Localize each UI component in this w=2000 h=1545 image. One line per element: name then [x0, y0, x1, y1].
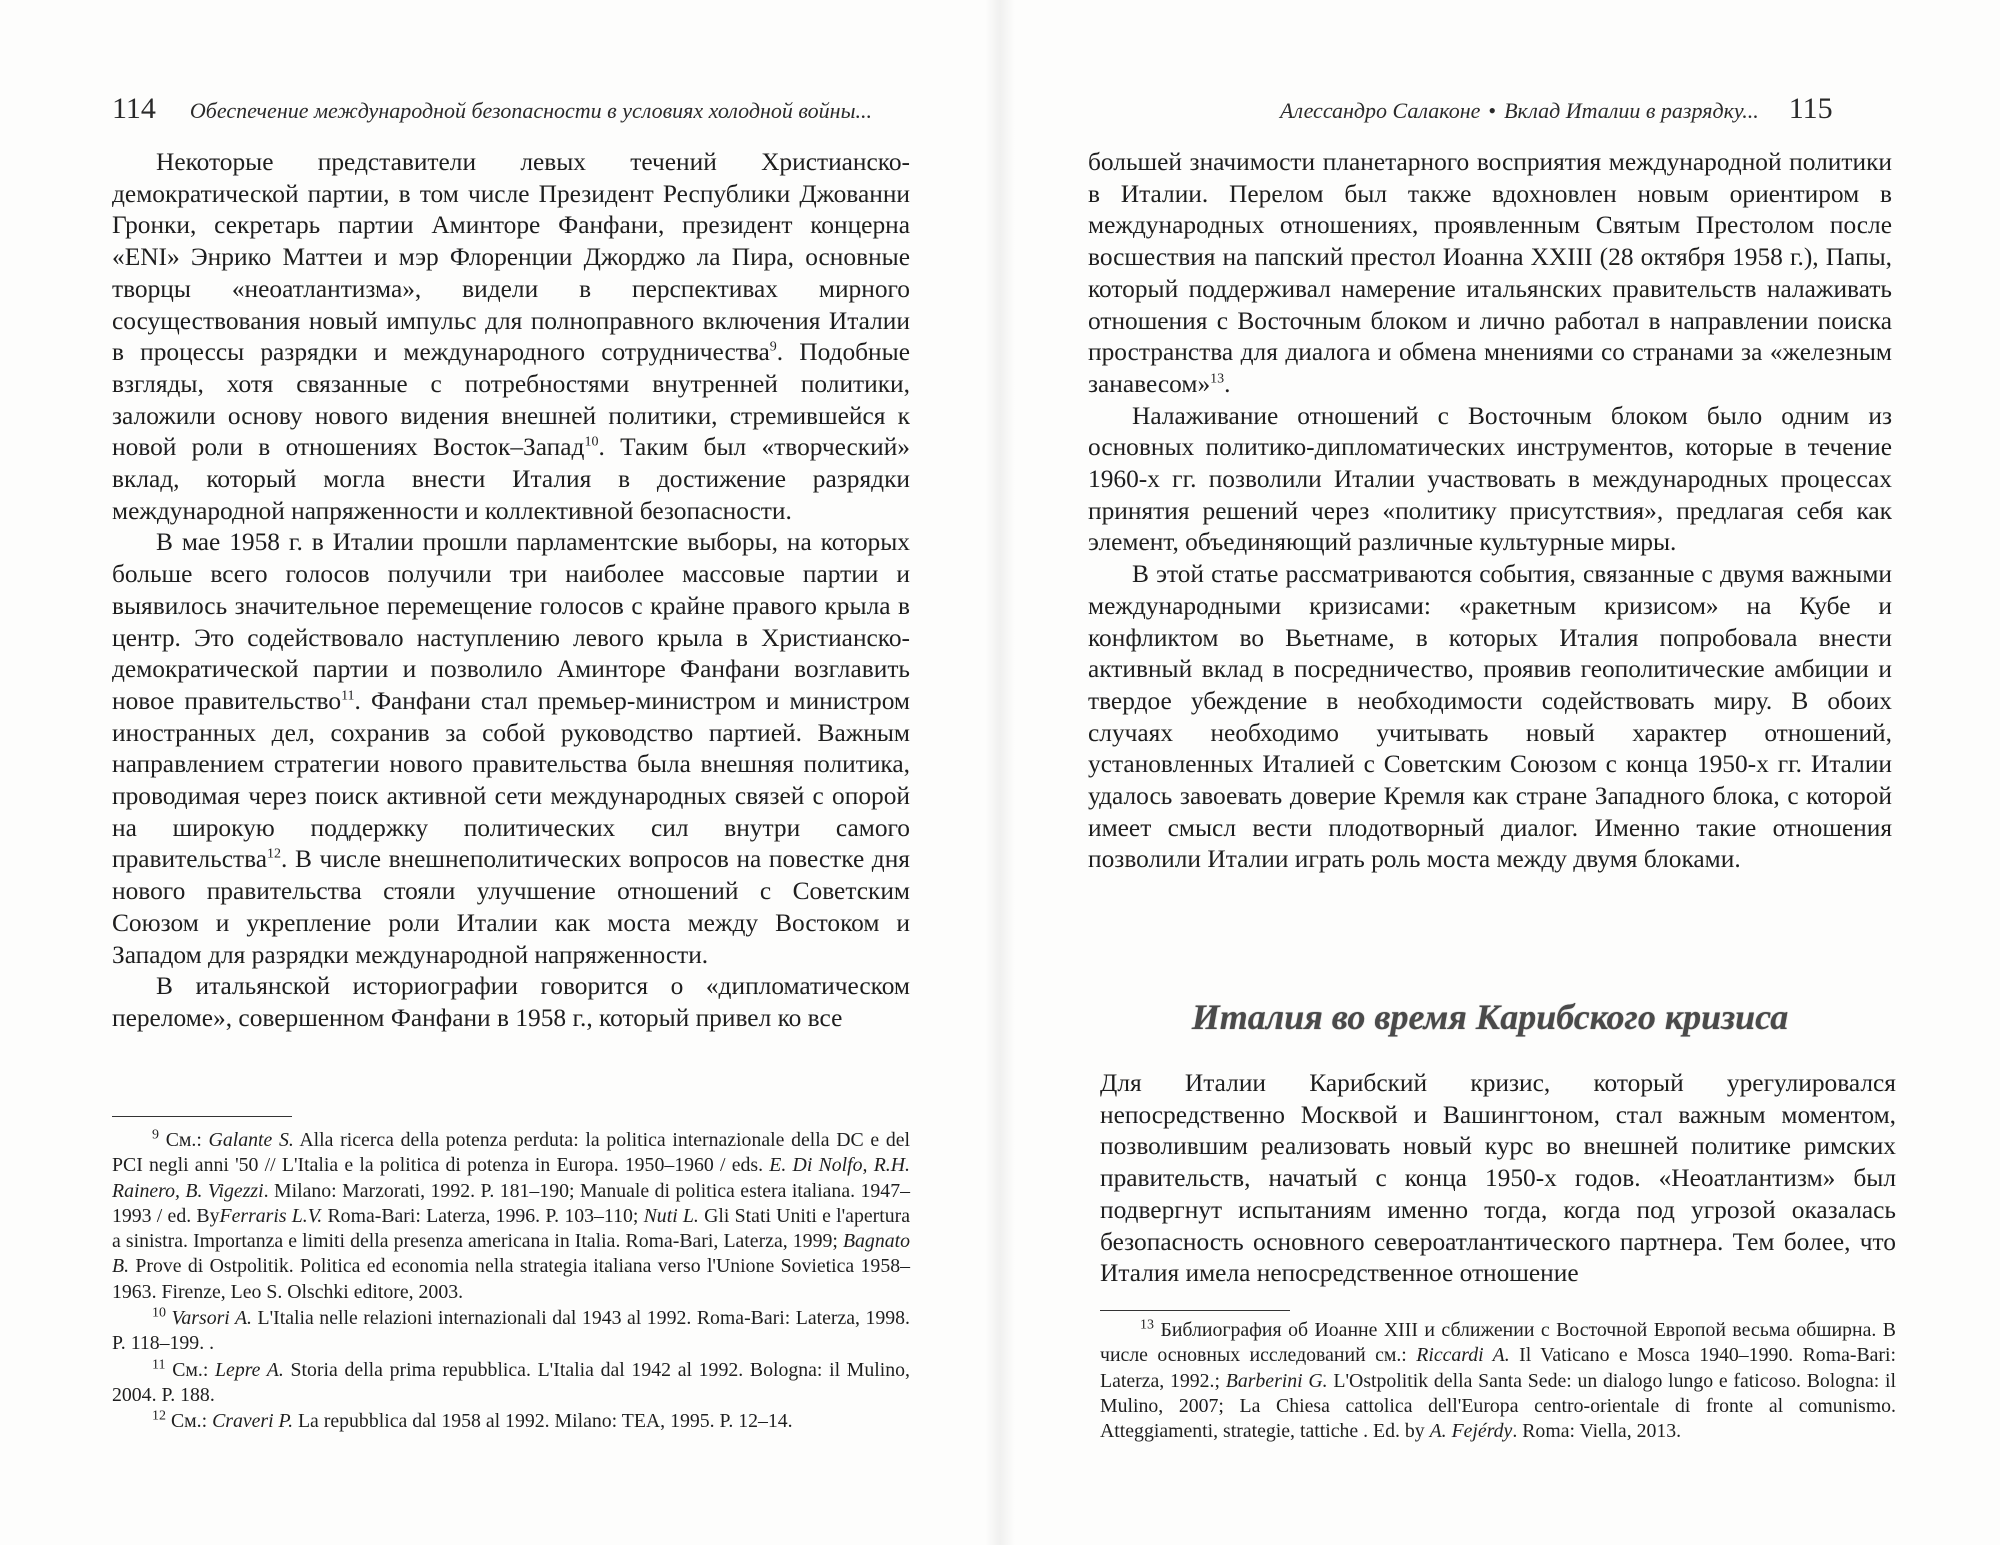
- left-body-text: [112, 147, 910, 1035]
- paragraph: [112, 527, 910, 971]
- paragraph: [1088, 401, 1892, 560]
- section-body-text: [1100, 1068, 1896, 1290]
- footnote-number: 9: [152, 1127, 159, 1143]
- paragraph: [1088, 147, 1892, 401]
- footnote-12: [112, 1409, 910, 1434]
- right-running-head-author: Алессандро Салаконе: [1280, 98, 1481, 123]
- fn-author: A. Fejérdy: [1429, 1420, 1513, 1443]
- footnote-number: 12: [152, 1408, 166, 1424]
- text-run: Некоторые представители левых течений Христианско-демократической партии, в том числе Президент Республики Джованни Гронки, секретарь партии Аминторе Фанфани, президент концерна «ENI» Энрико Маттеи и мэр Флоренции Джорджо ла Пира, основные творцы «неоатлантизма», видели в перспективах мирного сосуществования новый импульс для полноправного включения Италии в процессы разрядки и международного сотрудничества: [112, 148, 910, 367]
- left-running-head-title: Обеспечение международной безопасности в условиях холодной войны...: [189, 98, 872, 123]
- fn-text: См.:: [165, 1129, 209, 1151]
- footnote-9: [112, 1128, 910, 1305]
- left-page-number: 114: [112, 92, 156, 125]
- footnote-number: 11: [152, 1357, 166, 1373]
- text-run: . Таким был «творческий» вклад, который могла внести Италия в достижение разрядки международной напряженности и коллективной безопасности.: [112, 433, 910, 525]
- right-body-text: [1088, 147, 1892, 876]
- fn-text: Библиография об Иоанне XIII и сближении с Восточной Европой весьма обширна. В числе основных исследований см.:: [1100, 1319, 1896, 1367]
- footnote-ref: 12: [267, 847, 282, 862]
- fn-author: Ferraris L.V.: [219, 1204, 323, 1227]
- right-running-head: [1280, 92, 1833, 126]
- fn-author: Nuti L.: [643, 1204, 699, 1227]
- text-run: . В числе внешнеполитических вопросов на повестке дня нового правительства стояли улучшение отношений с Советским Союзом и укрепление роли Италии как моста между Востоком и Западом для разрядки международной напряженности.: [112, 845, 910, 969]
- fn-author: Riccardi A.: [1416, 1344, 1510, 1367]
- fn-text: Prove di Ostpolitik. Politica ed economia nella strategia italiana verso l'Unione Sovietica 1958–1963. Firenze, Leo S. Olschki editore, 2003.: [112, 1255, 910, 1303]
- left-footnotes: [112, 1128, 910, 1436]
- footnote-11: [112, 1358, 910, 1409]
- text-run: большей значимости планетарного восприятия международной политики в Италии. Перелом был также вдохновлен новым ориентиром в международных отношениях, проявленным Святым Престолом после восшествия на папский престол Иоанна XXIII (28 октября 1958 г.), Папы, который поддерживал намерение итальянских правительств налаживать отношения с Восточным блоком и лично работал в направлении поиска пространства для диалога и обмена мнениями со странами за «железным занавесом»: [1088, 148, 1892, 398]
- fn-text: La repubblica dal 1958 al 1992. Milano: TEA, 1995. P. 12–14.: [293, 1410, 793, 1433]
- text-run: . Фанфани стал премьер-министром и министром иностранных дел, сохранив за собой руководство партией. Важным направлением стратегии нового правительства была внешняя политика, проводимая через поиск активной сети международных связей с опорой на широкую поддержку политических сил внутри самого правительства: [112, 686, 910, 874]
- left-running-head: [112, 92, 872, 126]
- section-heading: Италия во время Карибского кризиса: [1191, 997, 1789, 1037]
- fn-author: Varsori A.: [171, 1307, 252, 1330]
- fn-author: Barberini G.: [1225, 1369, 1328, 1392]
- fn-text: См.:: [172, 1358, 216, 1381]
- footnote-13: [1100, 1318, 1896, 1444]
- footnote-ref: 13: [1210, 371, 1225, 387]
- right-footnotes: [1100, 1318, 1896, 1445]
- text-run: .: [1224, 369, 1231, 398]
- paragraph: [112, 147, 910, 527]
- fn-text: . Roma: Viella, 2013.: [1512, 1420, 1682, 1443]
- footnote-ref: 9: [769, 339, 777, 355]
- fn-author: Craveri P.: [212, 1410, 294, 1433]
- fn-text: L'Italia nelle relazioni internazionali dal 1943 al 1992. Roma-Bari: Laterza, 1998. P. 118–199. .: [112, 1307, 910, 1355]
- fn-text: См.:: [170, 1410, 213, 1433]
- fn-text: Storia della prima repubblica. L'Italia dal 1942 al 1992. Bologna: il Mulino, 2004. P. 188.: [112, 1358, 910, 1406]
- paragraph: [1088, 559, 1892, 876]
- fn-text: Il Vaticano e Mosca 1940–1990. Roma-Bari: Laterza, 1992.;: [1100, 1344, 1896, 1392]
- fn-author: E. Di Nolfo, R.H. Rainero, B. Vigezzi: [112, 1154, 910, 1202]
- text-run: В итальянской историографии говорится о «дипломатическом переломе», совершенном Фанфани в 1958 г., который привел ко все: [112, 972, 910, 1032]
- text-run: . Подобные взгляды, хотя связанные с потребностями внутренней политики, заложили основу нового видения внешней политики, стремившейся к новой роли в отношениях Восток–Запад: [112, 338, 910, 462]
- paragraph: Для Италии Карибский кризис, который урегулировался непосредственно Москвой и Вашингтоном, стал важным моментом, позволившим реализовать новый курс во внешней политике римских правительств, начатый с конца 1950-х годов. «Неоатлантизм» был подвергнут испытаниям именно тогда, когда под угрозой оказалась безопасность основного североатлантического партнера. Тем более, что Италия имела непосредственное отношение: [1100, 1069, 1896, 1288]
- footnote-10: [112, 1306, 910, 1357]
- fn-text: Gli Stati Uniti e l'apertura a sinistra. Importanza e limiti della presenza americana in Italia. Roma-Bari, Laterza, 1999;: [112, 1204, 910, 1253]
- footnote-ref: 10: [584, 434, 599, 450]
- text-run: В мае 1958 г. в Италии прошли парламентские выборы, на которых больше всего голосов получили три наиболее массовые партии и выявилось значительное перемещение голосов с крайне правого крыла в центр. Это содействовало наступлению левого крыла в Христианско-демократической партии и позволило Аминторе Фанфани возглавить новое правительство: [112, 528, 910, 715]
- fn-text: . Milano: Marzorati, 1992. P. 181–190; Manuale di politica estera italiana. 1947–1993 / ed. By: [112, 1179, 910, 1227]
- text-run: Налаживание отношений с Восточным блоком было одним из основных политико-дипломатических инструментов, которые в течение 1960-х гг. позволили Италии участвовать в международных процессах принятия решений через «политику присутствия», предлагая себя как элемент, объединяющий различные культурные миры.: [1088, 401, 1892, 557]
- text-run: В этой статье рассматриваются события, связанные с двумя важными международными кризисами: «ракетным кризисом» на Кубе и конфликтом во Вьетнаме, в которых Италия попробовала внести активный вклад в посредничество, проявив геополитические амбиции и твердое убеждение в необходимости содействовать миру. В обоих случаях необходимо учитывать новый характер отношений, установленных Италией с Советским Союзом с конца 1950-х гг. Италии удалось завоевать доверие Кремля как стране Западного блока, с которой имеет смысл вести плодотворный диалог. Именно такие отношения позволили Италии играть роль моста между двумя блоками.: [1088, 560, 1892, 874]
- fn-author: Bagnato B.: [112, 1230, 910, 1278]
- fn-text: L'Ostpolitik della Santa Sede: un dialogo lungo e faticoso. Bologna: il Mulino, 2007; La Chiesa cattolica dell'Europa centro-orientale di fronte al comunismo. Atteggiamenti, strategie, tattiche . Ed. by: [1100, 1369, 1896, 1443]
- footnote-divider: [112, 1116, 292, 1117]
- footnote-number: 13: [1140, 1317, 1154, 1333]
- paragraph: [112, 971, 910, 1034]
- fn-author: Lepre A.: [215, 1358, 284, 1381]
- fn-text: Roma-Bari: Laterza, 1996. P. 103–110;: [322, 1204, 644, 1227]
- footnote-number: 10: [152, 1305, 166, 1321]
- footnote-divider: [1100, 1310, 1290, 1311]
- footnote-ref: 11: [341, 688, 355, 704]
- right-running-head-title: Вклад Италии в разрядку...: [1504, 98, 1759, 123]
- fn-author: Galante S.: [208, 1129, 294, 1151]
- right-page-number: 115: [1788, 92, 1833, 125]
- fn-text: Alla ricerca della potenza perduta: la politica internazionale della DC e del PCI negli anni '50 // L'Italia e la politica di potenza in Europa. 1950–1960 / eds.: [112, 1129, 910, 1177]
- running-head-separator: •: [1488, 98, 1497, 123]
